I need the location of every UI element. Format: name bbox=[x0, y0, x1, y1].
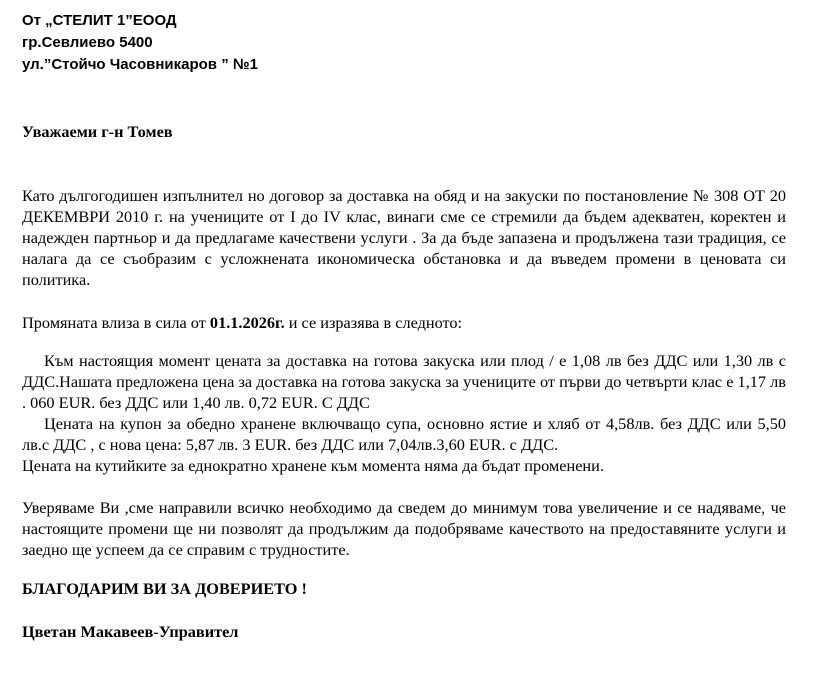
effective-date: 01.1.2026г. bbox=[209, 313, 285, 332]
sender-city: гр.Севлиево 5400 bbox=[22, 34, 153, 51]
lunch-price-text: Цената на купон за обедно хранене включващо супа, основно ястие и хляб от 4,58лв. без ДДС или 5,50 лв.с ДДС , с нова цена: 5,87 лв. 3 EUR. без ДДС или 7,04лв.3,60 EUR. с ДДС. bbox=[22, 414, 786, 454]
sender-block bbox=[22, 10, 258, 76]
effective-date-prefix: Промяната влиза в сила от bbox=[22, 313, 210, 332]
paragraph-effective-date bbox=[22, 312, 786, 333]
sender-street: ул.”Стойчо Часовникаров ” №1 bbox=[22, 56, 258, 73]
boxes-price-text: Цената на кутийките за еднократно хранене към момента няма да бъдат променени. bbox=[22, 456, 604, 475]
paragraph-intro: Като дългогодишен изпълнител но договор за доставка на обяд и на закуски по постановление № 308 ОТ 20 ДЕКЕМВРИ 2010 г. на учениците от I до IV клас, винаги сме се стремили да бъдем адекватен, коректен и надежден партньор и да предлагаме качествени услуги . За да бъде запазена и продължена тази традиция, се налага да се съобразим с усложнената икономическа обстановка и да въведем промени в ценовата си политика. bbox=[22, 186, 786, 289]
closing-thanks: БЛАГОДАРИМ ВИ ЗА ДОВЕРИЕТО ! bbox=[22, 579, 307, 598]
paragraph-prices bbox=[22, 350, 786, 476]
salutation: Уважаеми г-н Томев bbox=[22, 122, 173, 141]
effective-date-suffix: и се изразява в следното: bbox=[284, 313, 463, 332]
signature: Цветан Макавеев-Управител bbox=[22, 622, 239, 641]
paragraph-assurance: Уверяваме Ви ,сме направили всичко необходимо да сведем до минимум това увеличение и се надяваме, че настоящите промени ще ни позволят да продължим да подобряваме качеството на предоставяните услуги и заедно ще успеем да се справим с трудностите. bbox=[22, 498, 786, 559]
sender-company: От „СТЕЛИТ 1”ЕООД bbox=[22, 12, 177, 29]
breakfast-price-text: Към настоящия момент цената за доставка на готова закуска или плод / е 1,08 лв без ДДС или 1,30 лв с ДДС.Нашата предложена цена за доставка на готова закуска за учениците от първи до четвърти клас е 1,17 лв . 060 EUR. без ДДС или 1,40 лв. 0,72 EUR. С ДДС bbox=[22, 351, 786, 412]
